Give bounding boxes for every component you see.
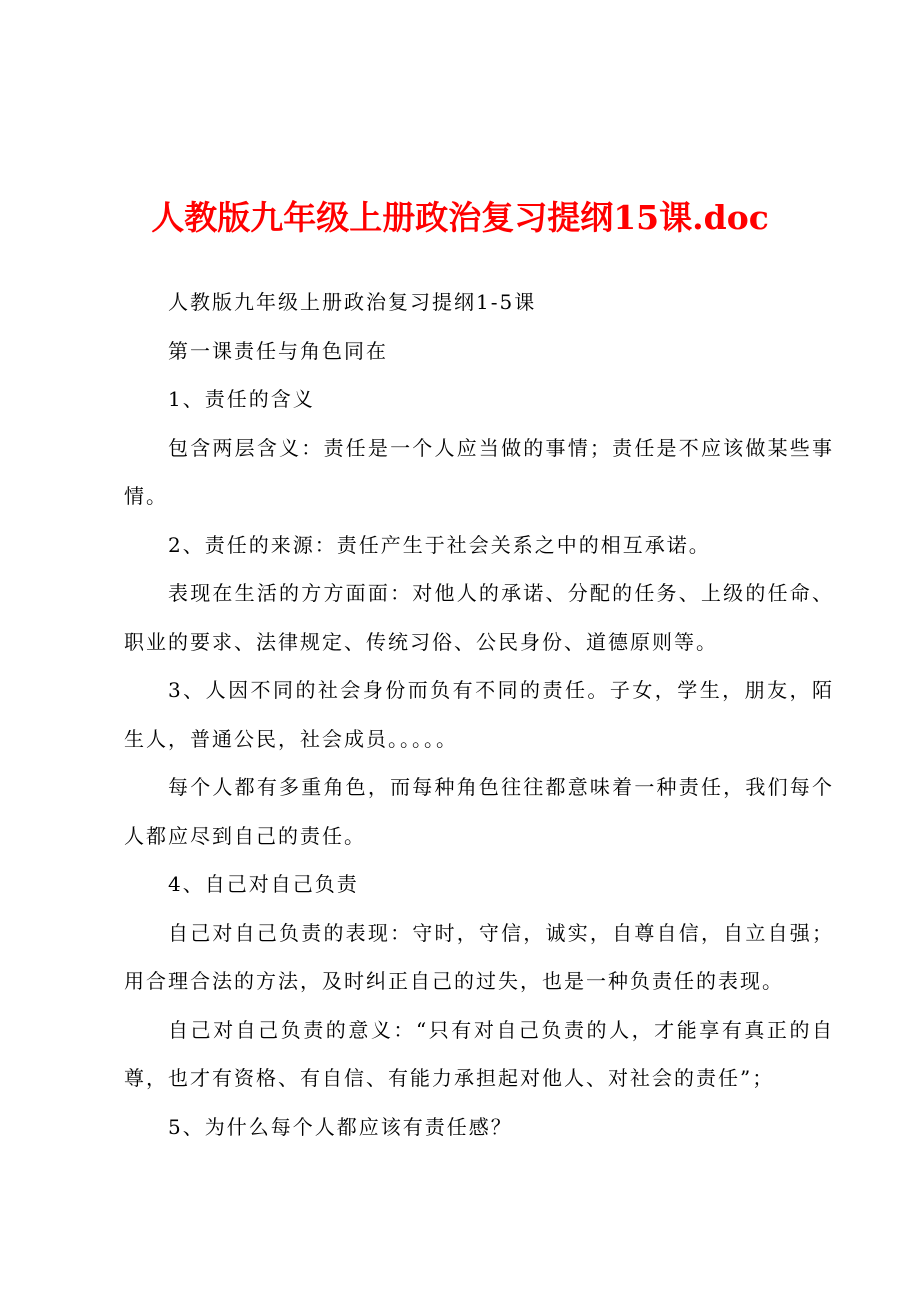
document-body [124, 278, 834, 1151]
paragraph-roles: 每个人都有多重角色，而每种角色往往都意味着一种责任，我们每个人都应尽到自己的责任。 [124, 775, 834, 848]
document-title: 人教版九年级上册政治复习提纲15课.doc [151, 198, 769, 237]
paragraph-section-5: 5、为什么每个人都应该有责任感？ [168, 1114, 513, 1139]
paragraph-lesson-heading: 第一课责任与角色同在 [168, 338, 388, 363]
paragraph-section-2: 2、责任的来源：责任产生于社会关系之中的相互承诺。 [168, 532, 711, 557]
paragraph-subtitle: 人教版九年级上册政治复习提纲1-5课 [168, 290, 537, 314]
paragraph-self-responsibility-meaning: 自己对自己负责的意义：“只有对自己负责的人，才能享有真正的自尊，也才有资格、有自信、有能力承担起对他人、对社会的责任”； [124, 1017, 834, 1090]
paragraph-manifestations: 表现在生活的方方面面：对他人的承诺、分配的任务、上级的任命、职业的要求、法律规定、传统习俗、公民身份、道德原则等。 [124, 581, 834, 654]
paragraph-section-1: 1、责任的含义 [168, 387, 315, 411]
paragraph-section-4: 4、自己对自己负责 [168, 872, 359, 896]
paragraph-self-responsibility-signs: 自己对自己负责的表现：守时，守信，诚实，自尊自信，自立自强；用合理合法的方法，及时纠正自己的过失，也是一种负责任的表现。 [124, 920, 834, 993]
paragraph-section-3: 3、人因不同的社会身份而负有不同的责任。子女，学生，朋友，陌生人，普通公民，社会成员。。。。。 [124, 678, 834, 751]
paragraph-meaning: 包含两层含义：责任是一个人应当做的事情；责任是不应该做某些事情。 [124, 435, 834, 508]
